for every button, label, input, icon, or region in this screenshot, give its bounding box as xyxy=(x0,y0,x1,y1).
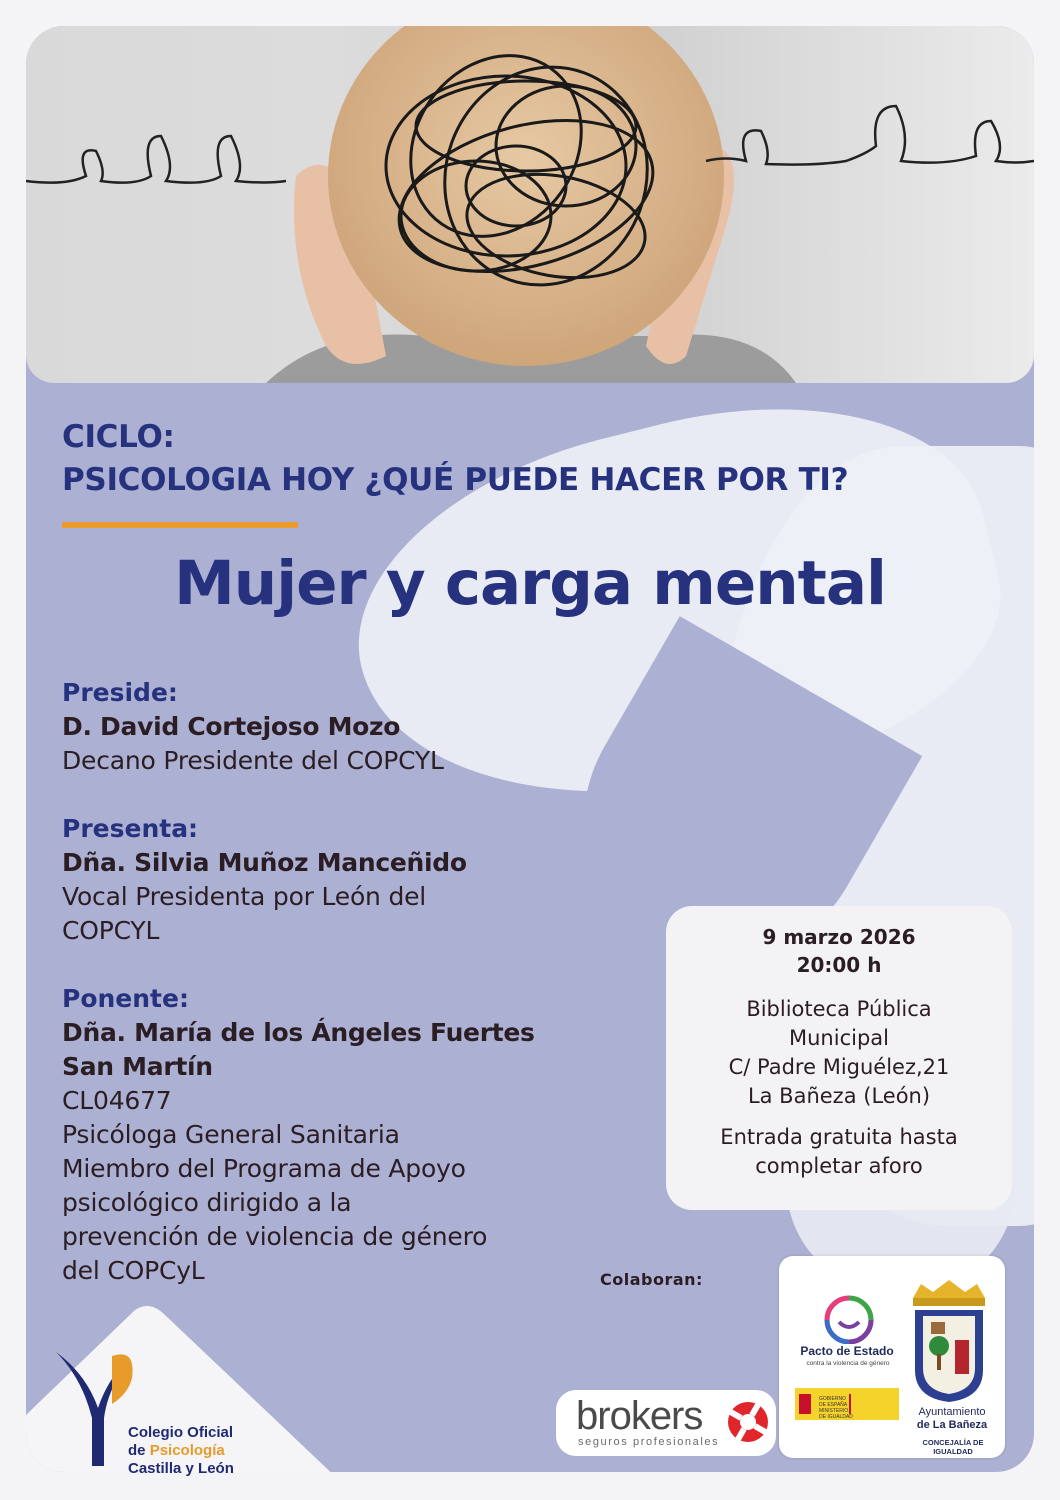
collaborators-label: Colaboran: xyxy=(600,1270,703,1289)
speaker-name: D. David Cortejoso Mozo xyxy=(62,712,401,741)
speaker-role: Preside: xyxy=(62,678,178,707)
cycle-label: CICLO: xyxy=(62,419,175,455)
organizer-line2: de Psicología xyxy=(128,1442,225,1459)
event-info-card xyxy=(666,906,1012,1210)
pacto-subtitle: contra la violencia de género xyxy=(806,1360,890,1367)
cycle-name: PSICOLOGIA HOY ¿QUÉ PUEDE HACER POR TI? xyxy=(62,461,849,498)
organizer-line1: Colegio Oficial xyxy=(128,1424,234,1441)
ayuntamiento-line1: Ayuntamiento xyxy=(918,1406,986,1418)
speaker-role: Presenta: xyxy=(62,814,199,843)
event-time: 20:00 h xyxy=(796,952,882,977)
speakers-list xyxy=(62,676,602,1288)
speaker-role: Ponente: xyxy=(62,984,189,1013)
speaker-block-presenta xyxy=(62,812,602,948)
brokers-logo xyxy=(556,1390,776,1456)
ayuntamiento-crest-icon xyxy=(907,1280,991,1404)
location-line: Biblioteca Pública xyxy=(746,997,932,1022)
ayuntamiento-line2: de La Bañeza xyxy=(916,1419,988,1431)
header-photo xyxy=(26,26,1034,383)
ayuntamiento-department: CONCEJALÍA DE IGUALDAD xyxy=(922,1438,984,1456)
cycle-heading xyxy=(62,416,848,502)
speaker-name: Dña. Silvia Muñoz Manceñido xyxy=(62,848,467,877)
entry-note xyxy=(666,1123,1012,1181)
speaker-block-ponente xyxy=(62,982,602,1288)
speaker-name: San Martín xyxy=(62,1052,213,1081)
speaker-description: COPCYL xyxy=(62,916,160,945)
institutional-logos xyxy=(779,1256,1005,1458)
speaker-license: CL04677 xyxy=(62,1086,172,1115)
speaker-description: Decano Presidente del COPCYL xyxy=(62,746,444,775)
speaker-description: Psicóloga General Sanitaria xyxy=(62,1120,400,1149)
gobierno-text: GOBIERNO DE ESPAÑA MINISTERIO DE IGUALDAD xyxy=(819,1396,853,1420)
pacto-smile-icon xyxy=(817,1294,881,1344)
location-line: Municipal xyxy=(789,1026,889,1051)
title-divider xyxy=(62,522,298,528)
speaker-description: prevención de violencia de género xyxy=(62,1222,488,1251)
speaker-name: Dña. María de los Ángeles Fuertes xyxy=(62,1018,535,1047)
page-title: Mujer y carga mental xyxy=(174,548,886,619)
brokers-emblem-icon xyxy=(726,1400,770,1444)
speaker-description: psicológico dirigido a la xyxy=(62,1188,352,1217)
location-line: La Bañeza (León) xyxy=(747,1084,931,1109)
brokers-tagline: seguros profesionales xyxy=(578,1436,720,1448)
organizer-line3: Castilla y León xyxy=(128,1460,234,1477)
organizer-name xyxy=(128,1424,234,1478)
pacto-title: Pacto de Estado xyxy=(800,1344,894,1358)
speaker-description: del COPCyL xyxy=(62,1256,205,1285)
location-line: C/ Padre Miguélez,21 xyxy=(728,1055,950,1080)
speaker-description: Miembro del Programa de Apoyo xyxy=(62,1154,466,1183)
entry-line: completar aforo xyxy=(755,1154,923,1179)
event-location xyxy=(666,995,1012,1111)
tangled-mind-illustration xyxy=(26,26,1034,383)
speaker-description: Vocal Presidenta por León del xyxy=(62,882,427,911)
speaker-block-preside xyxy=(62,676,602,778)
event-date: 9 marzo 2026 xyxy=(762,925,916,949)
brokers-wordmark: brokers xyxy=(576,1394,703,1438)
entry-line: Entrada gratuita hasta xyxy=(720,1125,958,1150)
